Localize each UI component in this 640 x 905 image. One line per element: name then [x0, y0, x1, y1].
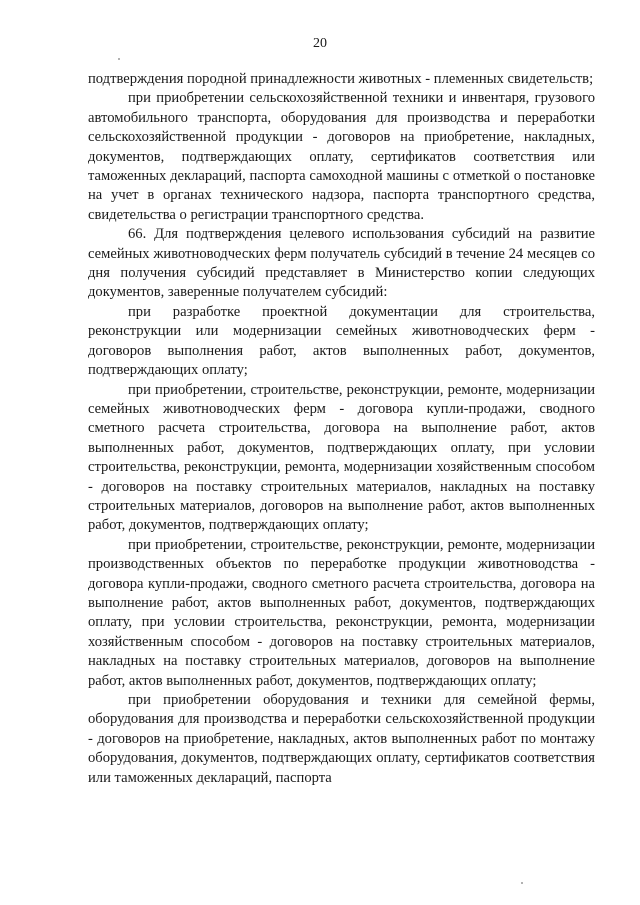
paragraph-farm-equipment: при приобретении оборудования и техники для семейной фермы, оборудования для производства и переработки сельскохозяйственной продукции - договоров на приобретение, накладных, актов выполненных работ по монтажу оборудования, документов, подтверждающих оплату, сертификатов соответствия или таможенных деклараций, паспорта: [88, 692, 595, 786]
scan-speck: [521, 882, 523, 884]
document-body: [88, 70, 595, 788]
scan-speck: [118, 58, 120, 60]
paragraph-project-documentation: при разработке проектной документации для строительства, реконструкции или модернизации семейных животноводческих ферм - договоров выполнения работ, актов выполненных работ, документов, подтверждающих оплату;: [88, 303, 595, 379]
paragraph-continuation: подтверждения породной принадлежности животных - племенных свидетельств;: [88, 71, 594, 87]
page-number: 20: [313, 36, 327, 51]
paragraph-equipment-purchase: при приобретении сельскохозяйственной техники и инвентаря, грузового автомобильного транспорта, оборудования для производства и переработки сельскохозяйственной продукции - договоров на приобретение, накладных, документов, подтверждающих оплату, сертификатов соответствия или таможенных деклараций, паспорта самоходной машины с отметкой о постановке на учет в органах технического надзора, паспорта транспортного средства, свидетельства о регистрации транспортного средства.: [88, 90, 595, 223]
paragraph-farm-construction: при приобретении, строительстве, реконструкции, ремонте, модернизации семейных животноводческих ферм - договора купли-продажи, сводного сметного расчета строительства, договора на выполнение работ, актов выполненных работ, документов, подтверждающих оплату, при условии строительства, реконструкции, ремонта, модернизации хозяйственным способом - договоров на поставку строительных материалов, накладных на поставку строительных материалов, договоров на выполнение работ, актов выполненных работ, документов, подтверждающих оплату;: [88, 381, 595, 534]
paragraph-item-66: 66. Для подтверждения целевого использования субсидий на развитие семейных животноводческих ферм получатель субсидий в течение 24 месяцев со дня получения субсидий представляет в Министерство копии следующих документов, заверенные получателем субсидий:: [88, 226, 595, 301]
paragraph-processing-facilities: при приобретении, строительстве, реконструкции, ремонте, модернизации производственных объектов по переработке продукции животноводства - договора купли-продажи, сводного сметного расчета строительства, договора на выполнение работ, актов выполненных работ, документов, подтверждающих оплату, при условии строительства, реконструкции, ремонта, модернизации хозяйственным способом - договоров на поставку строительных материалов, накладных на поставку строительных материалов, договоров на выполнение работ, актов выполненных работ, документов, подтверждающих оплату;: [88, 536, 595, 689]
